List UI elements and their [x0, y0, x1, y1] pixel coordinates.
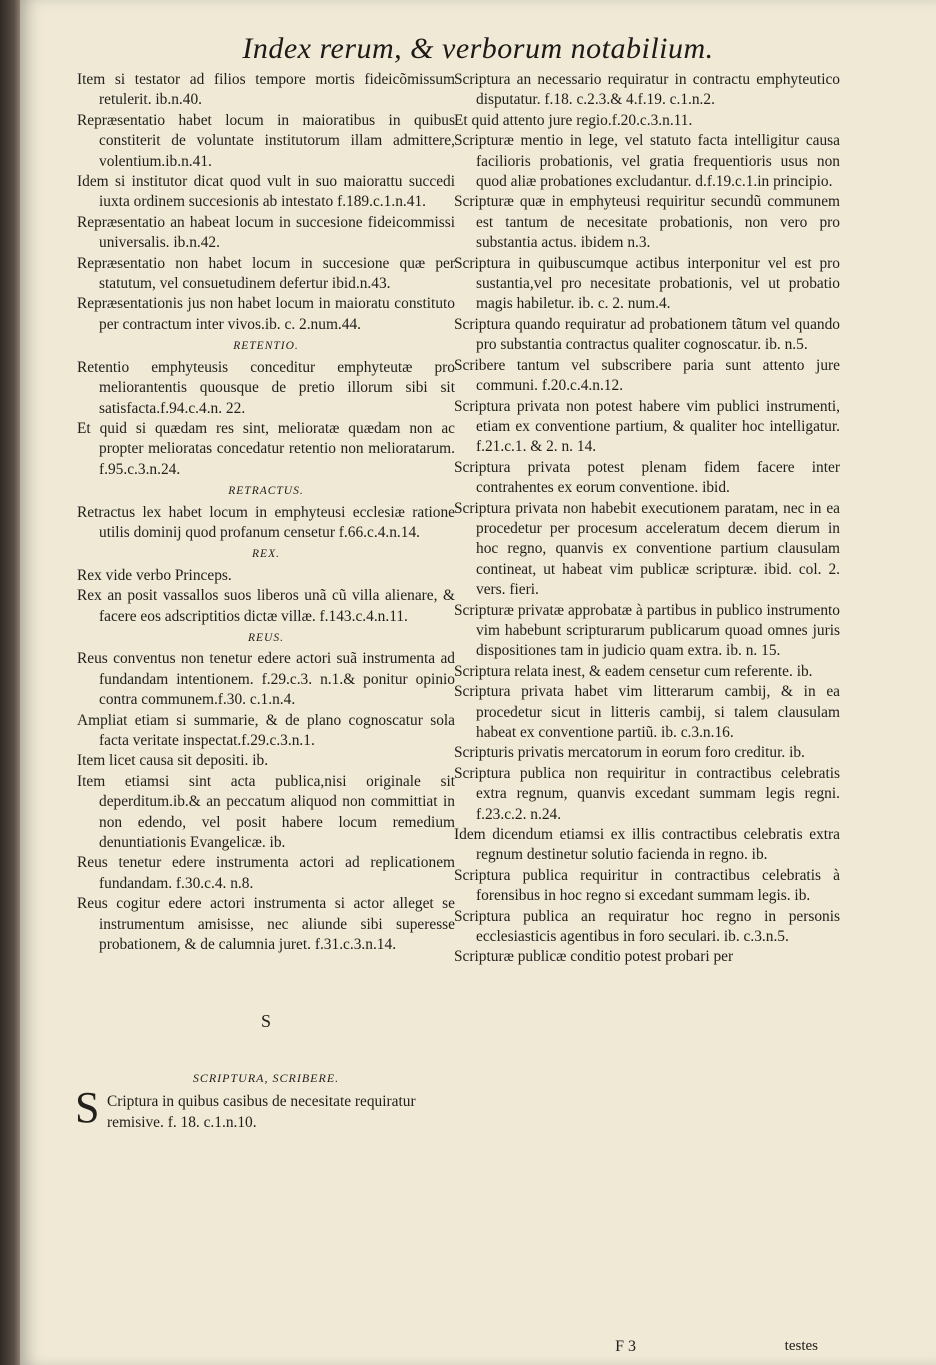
index-entry: Scripturæ quæ in emphyteusi requiritur secundũ communem est tantum de necesitate probationis, non vero pro substantia actus. ibidem n.3. — [454, 193, 840, 252]
letter-heading: S — [260, 1011, 271, 1032]
index-entry: Repræsentationis jus non habet locum in maioratu constituto per contractum inter vivos.ib. c. 2.num.44. — [77, 295, 455, 333]
index-entry: Scriptura quando requiratur ad probationem tãtum vel quando pro substantia contractus qualiter cognoscatur. ib. n.5. — [454, 315, 840, 354]
index-entry: Rex vide verbo Princeps. — [77, 566, 232, 584]
left-column — [77, 70, 455, 1133]
drop-cap: S — [75, 1083, 100, 1133]
index-entry: Rex an posit vassallos suos liberos unã cũ villa alienare, & facere eos adscriptitios dictæ villæ. f.143.c.4.n.11. — [77, 587, 455, 625]
index-entry: Scriptura in quibuscumque actibus interponitur vel est pro sustantia,vel pro necesitate probationis, vel ut probatio magis habiletur. ib. c. 2. num.4. — [454, 254, 840, 313]
index-entry: Idem si institutor dicat quod vult in suo maiorattu succedi iuxta ordinem succesionis ab intestato f.189.c.1.n.41. — [77, 173, 455, 211]
section-heading-retractus: RETRACTUS. — [228, 485, 304, 498]
book-page — [20, 0, 936, 1365]
index-entry: Idem dicendum etiamsi ex illis contractibus celebratis extra regnum destinetur solutio facienda in regno. ib. — [454, 826, 840, 864]
index-entry: Scriptura privata habet vim litterarum cambij, & in ea procedetur sicut in litteris cambij, si talem clausulam habeat ex conventione partiũ. ib. c.3.n.16. — [454, 683, 840, 741]
index-entry: Scripturæ mentio in lege, vel statuto facta intelligitur causa facilioris probationis, vel gratia frequentioris usus non quod aliæ probationes excludantur. d.f.19.c.1.in principio. — [454, 132, 840, 191]
index-entry: Item si testator ad filios tempore mortis fideicõmissum retulerit. ib.n.40. — [77, 71, 455, 109]
index-entry: Scriptura privata non habebit executionem paratam, nec in ea procedetur per procesum acceleratum decem dierum in hoc regno, quanvis ex conventione partium clausulam contineat, ut habeat vim publicæ scripturæ. ibid. col. 2. vers. fieri. — [454, 499, 840, 599]
index-entry: Reus cogitur edere actori instrumenta si actor alleget se instrumentum amisisse, nec aliunde sibi superesse probationem, & de calumnia juret. f.31.c.3.n.14. — [77, 895, 455, 954]
index-entry: Scripturæ privatæ approbatæ à partibus in publico instrumento vim habebunt scripturarum publicarum quoad omnes juris dispositiones tam in judicio quam extra. ib. n. 15. — [454, 601, 840, 660]
index-entry: Scriptura publica non requiritur in contractibus celebratis extra regnum, quanvis excedant summam legis regni. f.23.c.2. n.24. — [454, 764, 840, 823]
index-entry: Scribere tantum vel subscribere paria sunt attento jure communi. f.20.c.4.n.12. — [454, 356, 840, 395]
index-entry: Reus tenetur edere instrumenta actori ad replicationem fundandam. f.30.c.4. n.8. — [77, 854, 455, 892]
index-entry: Et quid si quædam res sint, melioratæ quædam non ac propter melioratas concedatur retentio non melioratarum. f.95.c.3.n.24. — [77, 419, 455, 478]
right-column — [454, 70, 840, 968]
index-entry: Repræsentatio habet locum in maioratibus in quibus constiterit de voluntate institutorum illam admittere, volentium.ib.n.41. — [77, 111, 455, 170]
index-entry: Repræsentatio an habeat locum in succesione fideicommissi universalis. ib.n.42. — [77, 213, 455, 252]
index-entry: Scriptura an necessario requiratur in contractu emphyteutico disputatur. f.18. c.2.3.& 4.f.19. c.1.n.2. — [454, 71, 840, 109]
index-entry: Scriptura publica an requiratur hoc regno in personis ecclesiasticis agentibus in foro seculari. ib. c.3.n.5. — [454, 907, 840, 946]
signature-mark: F 3 — [615, 1338, 636, 1355]
section-heading-rex: REX. — [252, 548, 280, 561]
page-heading: Index rerum, & verborum notabilium. — [242, 32, 714, 65]
index-entry: Scriptura privata non potest habere vim publici instrumenti, etiam ex conventione partium, & qualiter hoc intelligatur. f.21.c.1. & 2. n. 14. — [454, 397, 840, 456]
index-entry: Scripturis privatis mercatorum in eorum foro creditur. ib. — [454, 744, 805, 762]
index-entry: Scriptura publica requiritur in contractibus celebratis à forensibus in hoc regno si excedant summam legis. ib. — [454, 866, 840, 905]
index-entry: Retentio emphyteusis conceditur emphyteutæ pro meliorantentis quousque de pretio illorum sibi sit satisfacta.f.94.c.4.n. 22. — [77, 358, 455, 417]
index-entry: Ampliat etiam si summarie, & de plano cognoscatur sola facta veritate inspectat.f.29.c.3.n.1. — [77, 711, 455, 749]
section-heading-reus: REUS. — [248, 631, 284, 644]
index-entry: Item etiamsi sint acta publica,nisi originale sit deperditum.ib.& an peccatum aliquod non committiat in non edendo, vel posit habere locum remedium denuntiationis Evangelicæ. ib. — [77, 772, 455, 852]
section-heading-retentio: RETENTIO. — [233, 340, 299, 353]
index-entry: Scriptura relata inest, & eadem censetur cum referente. ib. — [454, 662, 813, 680]
index-entry: Scripturæ publicæ conditio potest probari per — [454, 948, 734, 966]
dropcap-entry-text: Criptura in quibus casibus de necesitate requiratur remisive. f. 18. c.1.n.10. — [107, 1093, 416, 1131]
binding-gutter — [0, 0, 20, 1365]
index-entry-dropcap — [75, 1083, 455, 1133]
section-heading-scriptura: SCRIPTURA, SCRIBERE. — [192, 1070, 340, 1085]
index-entry: Et quid attento jure regio.f.20.c.3.n.11. — [454, 111, 693, 129]
index-entry: Repræsentatio non habet locum in succesione quæ per statutum, vel consuetudinem defertur ibid.n.43. — [77, 254, 455, 293]
index-entry: Retractus lex habet locum in emphyteusi ecclesiæ ratione utilis dominij quod profanum censetur f.66.c.4.n.14. — [77, 503, 455, 541]
index-entry: Reus conventus non tenetur edere actori suã instrumenta ad fundandam intentionem. f.29.c.3. n.1.& ponitur opinio contra communem.f.30. c.1.n.4. — [77, 650, 455, 709]
index-entry: Item licet causa sit depositi. ib. — [77, 752, 269, 770]
catchword: testes — [784, 1338, 818, 1354]
index-entry: Scriptura privata potest plenam fidem facere inter contrahentes ex eorum conventione. ibid. — [454, 458, 840, 497]
